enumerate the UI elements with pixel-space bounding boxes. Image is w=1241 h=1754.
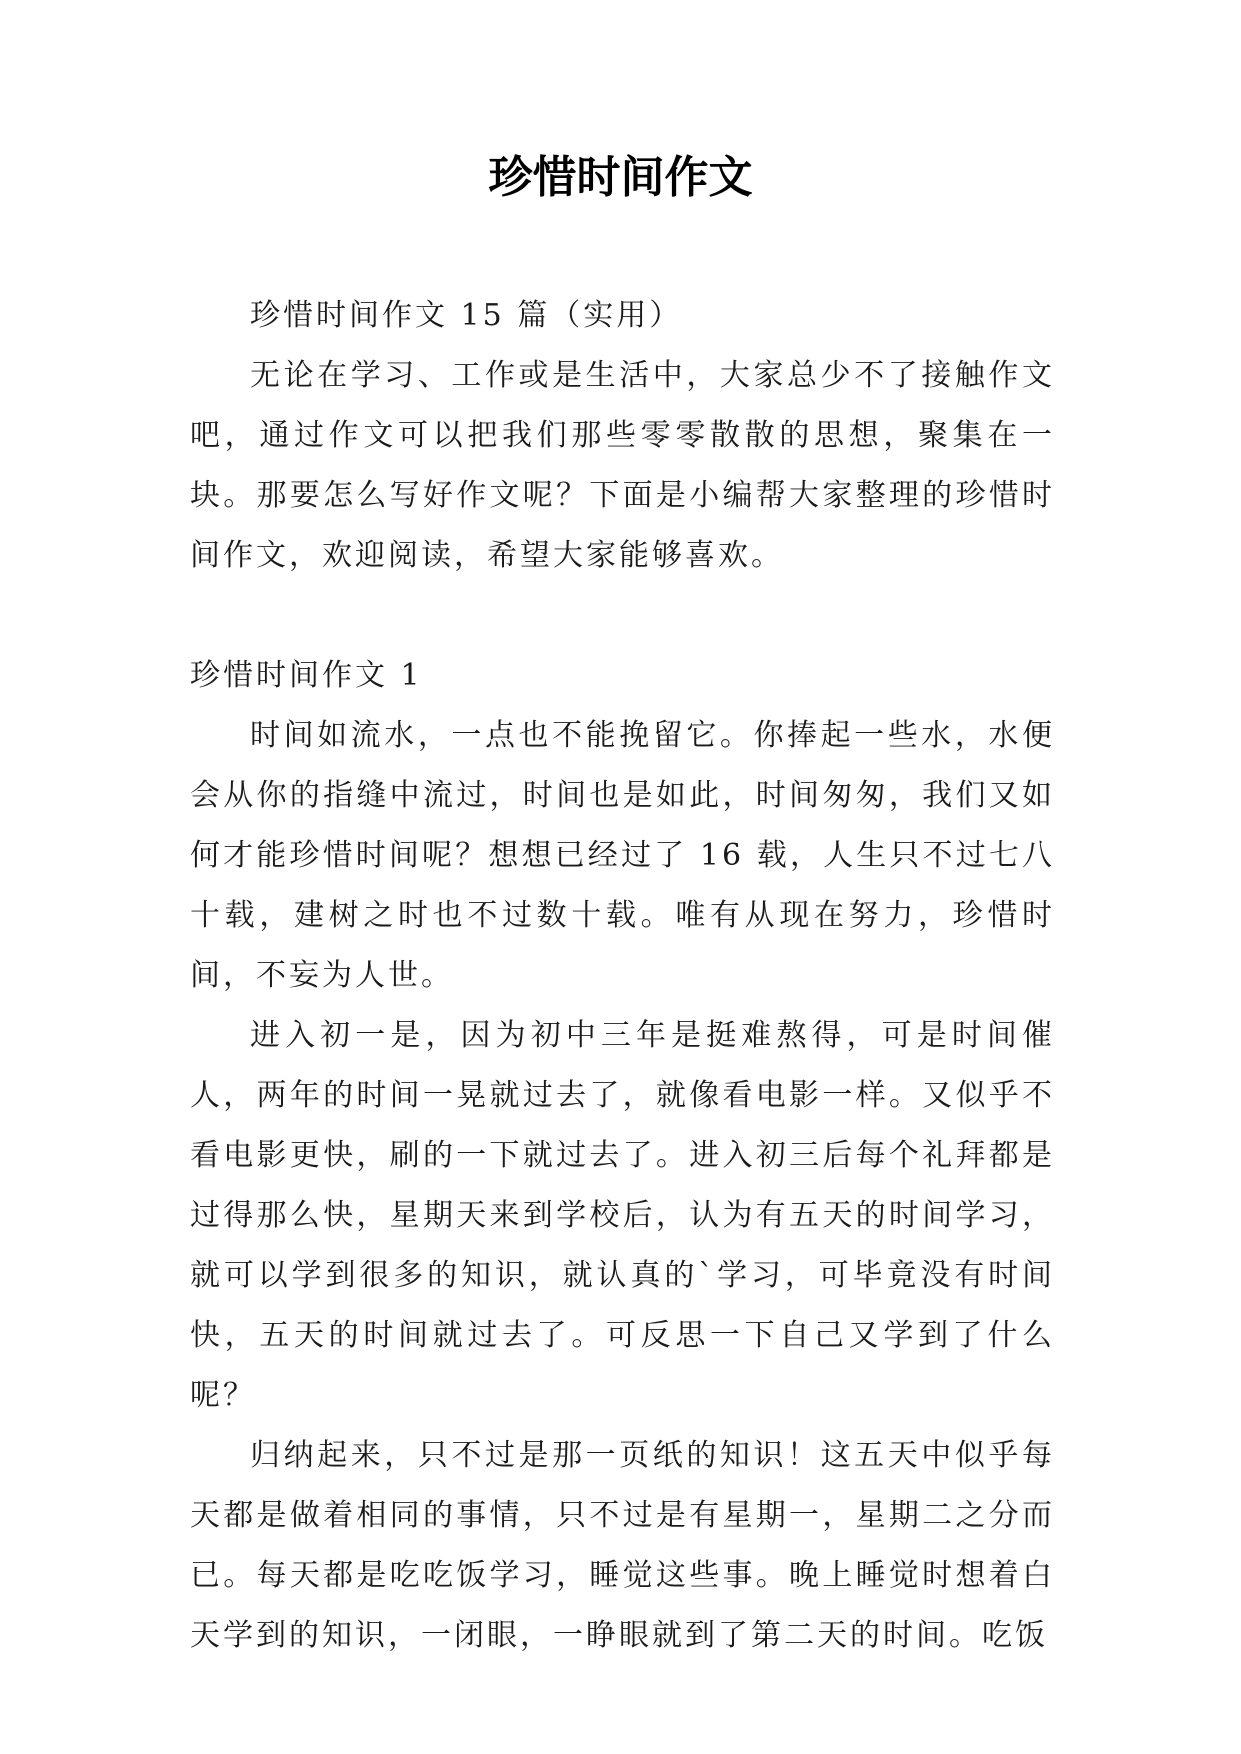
document-subtitle: 珍惜时间作文 15 篇（实用） bbox=[250, 298, 683, 333]
section-heading: 珍惜时间作文 1 bbox=[190, 658, 423, 693]
document-body bbox=[190, 286, 1055, 1666]
body-paragraph: 时间如流水，一点也不能挽留它。你捧起一些水，水便会从你的指缝中流过，时间也是如此，时间匆匆，我们又如何才能珍惜时间呢？想想已经过了 16 载，人生只不过七八十载，建树之时也不过数十载。唯有从现在努力，珍惜时间，不妄为人世。 bbox=[190, 718, 1055, 993]
document-title: 珍惜时间作文 bbox=[488, 152, 753, 203]
intro-paragraph: 无论在学习、工作或是生活中，大家总少不了接触作文吧，通过作文可以把我们那些零零散散的思想，聚集在一块。那要怎么写好作文呢？下面是小编帮大家整理的珍惜时间作文，欢迎阅读，希望大家能够喜欢。 bbox=[190, 358, 1055, 573]
body-paragraph: 归纳起来，只不过是那一页纸的知识！这五天中似乎每天都是做着相同的事情，只不过是有星期一，星期二之分而已。每天都是吃吃饭学习，睡觉这些事。晚上睡觉时想着白天学到的知识，一闭眼，一睁眼就到了第二天的时间。吃饭 bbox=[190, 1438, 1055, 1653]
body-paragraph: 进入初一是，因为初中三年是挺难熬得，可是时间催人，两年的时间一晃就过去了，就像看电影一样。又似乎不看电影更快，刷的一下就过去了。进入初三后每个礼拜都是过得那么快，星期天来到学校后，认为有五天的时间学习，就可以学到很多的知识，就认真的`学习，可毕竟没有时间快，五天的时间就过去了。可反思一下自己又学到了什么呢？ bbox=[190, 1018, 1055, 1413]
